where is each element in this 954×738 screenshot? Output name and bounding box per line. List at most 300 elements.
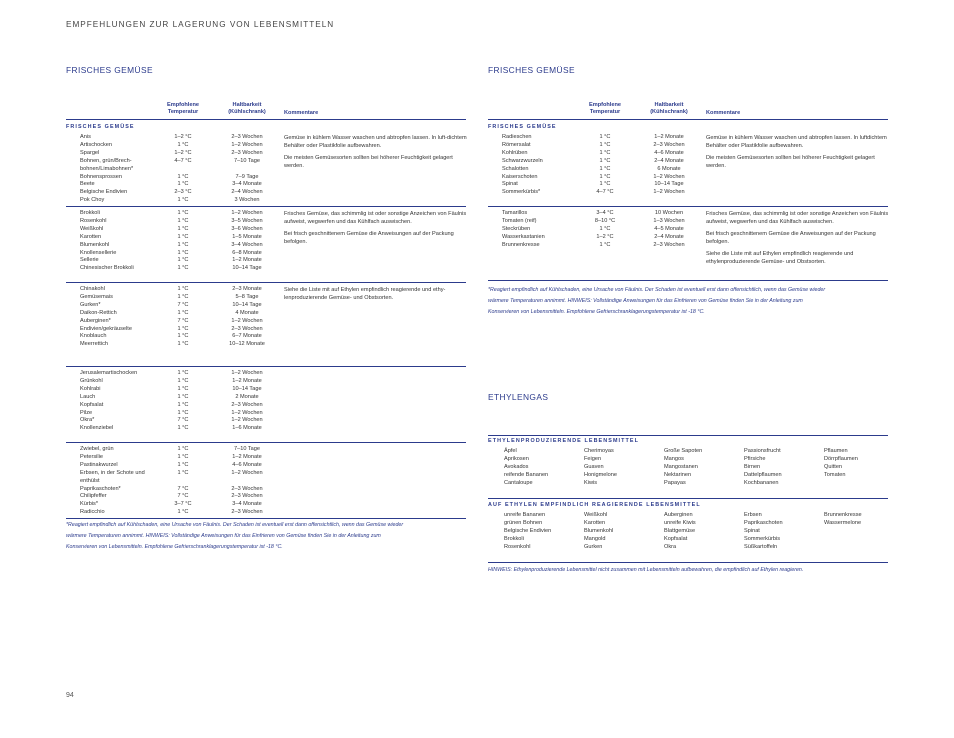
vegetable-name: Belgische Endivien — [80, 189, 128, 196]
vegetable-name: Bohnensprossen — [80, 173, 122, 180]
temperature-value: 7 °C — [177, 485, 189, 492]
shelf-life-value: 1–3 Wochen — [653, 217, 685, 224]
ethylene-item: Mangold — [584, 535, 606, 542]
table-row — [66, 378, 466, 386]
shelf-life-value: 5–8 Tage — [235, 293, 259, 300]
right-group-label: FRISCHES GEMÜSE — [488, 124, 557, 130]
vegetable-name: Knollensellerie — [80, 249, 117, 256]
group-divider — [488, 280, 888, 281]
vegetable-name: Schwarzwurzeln — [502, 157, 543, 164]
vegetable-name: Tamarillos — [502, 210, 528, 216]
temperature-value: 1 °C — [177, 509, 189, 516]
comment-text: Gemüse in kühlem Wasser waschen und abtropfen lassen. In luft-dichtem Behälter oder Plastikfolie aufbewahren. — [284, 135, 467, 149]
shelf-life-value: 2–3 Wochen — [231, 493, 263, 500]
shelf-life-value: 1–2 Monate — [232, 453, 262, 460]
comment-text: Frisches Gemüse, das schimmlig ist oder sonstige Anzeichen von Fäulnis aufweist, wegwerfen und das Kühlfach auswischen. — [706, 211, 889, 225]
table-row — [66, 454, 466, 462]
ethylene-item: unreife Bananen — [504, 512, 546, 518]
table-row — [488, 174, 888, 182]
table-row — [66, 174, 466, 182]
temperature-value: 1 °C — [177, 257, 189, 264]
footnote-line: Konservieren von Lebensmitteln. Empfohlene Gefrierschranklagerungstemperatur ist -18 °C. — [66, 544, 283, 550]
vegetable-name: Kaiserschoten — [502, 173, 538, 180]
shelf-life-value: 1–2 Wochen — [231, 210, 263, 216]
vegetable-name: Zwiebel, grün — [80, 446, 114, 452]
ethylene-column — [664, 448, 702, 488]
col-temp-line1: Empfohlene — [166, 102, 199, 108]
shelf-life-value: 7–9 Tage — [235, 173, 259, 180]
temperature-value: 1 °C — [177, 233, 189, 240]
ethylene-item: Avokados — [504, 463, 529, 470]
temperature-value: 1 °C — [599, 225, 611, 232]
temperature-value: 1 °C — [177, 453, 189, 460]
ethylene-column — [744, 448, 782, 488]
temperature-value: 1 °C — [177, 210, 189, 216]
table-row — [66, 470, 466, 478]
temperature-value: 1 °C — [599, 157, 611, 164]
comment-block — [284, 210, 469, 250]
vegetable-name: Rosenkohl — [80, 217, 107, 224]
temperature-value: 8–10 °C — [594, 217, 616, 224]
left-section-title: FRISCHES GEMÜSE — [66, 65, 153, 75]
ethylene-item: Spinat — [744, 527, 760, 534]
table-row — [66, 394, 466, 402]
ethylene-item: Äpfel — [504, 448, 517, 454]
temperature-value: 1 °C — [599, 165, 611, 172]
comment-block — [706, 210, 891, 270]
shelf-life-value: 1–2 Wochen — [231, 409, 263, 416]
shelf-life-value: 3–4 Monate — [232, 181, 262, 188]
vegetable-name: Radicchio — [80, 509, 105, 516]
ethylene-item: Kiwis — [584, 479, 598, 486]
ethylene-item: Gurken — [584, 543, 603, 550]
temperature-value: 1 °C — [177, 425, 189, 432]
temperature-value: 1 °C — [177, 249, 189, 256]
vegetable-name: bohnen/Limabohnen* — [80, 165, 134, 172]
ethylene-item: Cantaloupe — [504, 479, 533, 486]
col-temp-line2: Temperatur — [589, 109, 621, 115]
shelf-life-value: 1–2 Wochen — [231, 417, 263, 424]
shelf-life-value: 2–4 Monate — [654, 157, 684, 164]
shelf-life-value: 3–5 Wochen — [231, 217, 263, 224]
ethylene-column — [584, 448, 617, 488]
table-row — [66, 501, 466, 509]
temperature-value: 1 °C — [177, 370, 189, 376]
vegetable-name: Meerrettich — [80, 341, 108, 348]
ethylene-column — [664, 512, 696, 552]
ethylene-item: Papayas — [664, 479, 686, 486]
temperature-value: 1 °C — [177, 401, 189, 408]
ethylene-item: Honigmelone — [584, 471, 617, 478]
table-row — [66, 333, 466, 341]
shelf-life-value: 1–5 Monate — [232, 233, 262, 240]
shelf-life-value: 7–10 Tage — [233, 446, 261, 452]
ethylene-item: unreife Kiwis — [664, 519, 696, 526]
temperature-value: 1 °C — [177, 409, 189, 416]
temperature-value: 1 °C — [177, 197, 189, 204]
temperature-value: 1 °C — [177, 293, 189, 300]
shelf-life-value: 4 Monate — [235, 309, 259, 316]
ethylene-column — [744, 512, 783, 552]
shelf-life-value: 2–3 Wochen — [231, 485, 263, 492]
ethylene-item: Okra — [664, 543, 677, 550]
shelf-life-value: 1–2 Wochen — [231, 317, 263, 324]
ethylene-item: grünen Bohnen — [504, 519, 543, 526]
ethylene-item: Kopfsalat — [664, 535, 688, 542]
ethylene-bottom-rule — [488, 562, 888, 563]
ethylene-column — [584, 512, 613, 552]
right-col-temp-header — [580, 102, 630, 116]
left-col-comment-header: Kommentare — [284, 110, 319, 116]
shelf-life-value: 1–2 Wochen — [653, 189, 685, 196]
table-row — [66, 370, 466, 378]
shelf-life-value: 10–14 Tage — [232, 265, 262, 272]
vegetable-name: Schalotten — [502, 165, 529, 172]
comment-block — [706, 134, 891, 174]
vegetable-name: Beete — [80, 181, 95, 188]
vegetable-name: Gurken* — [80, 301, 101, 308]
table-row — [66, 257, 466, 265]
ethylene-item: Brokkoli — [504, 535, 524, 542]
shelf-life-value: 2–3 Wochen — [231, 149, 263, 156]
comment-text: Gemüse in kühlem Wasser waschen und abtropfen lassen. In luftdichtem Behälter oder Plastikfolie aufbewahren. — [706, 135, 887, 149]
temperature-value: 7 °C — [177, 317, 189, 324]
temperature-value: 1 °C — [177, 461, 189, 468]
right-footnote — [488, 285, 908, 318]
ethylene-item: Auberginen — [664, 512, 693, 518]
vegetable-name: Endivien/gekräuselte — [80, 325, 132, 332]
shelf-life-value: 3 Wochen — [234, 197, 260, 204]
table-row — [66, 493, 466, 501]
ethylene-item: Mangos — [664, 455, 684, 462]
vegetable-name: Brokkoli — [80, 210, 100, 216]
shelf-life-value: 1–2 Monate — [232, 377, 262, 384]
vegetable-name: Römersalat — [502, 141, 531, 148]
shelf-life-value: 3–6 Wochen — [231, 225, 263, 232]
ethylene-item: Wassermelone — [824, 519, 862, 526]
vegetable-name: Jerusalemartischocken — [80, 370, 138, 376]
comment-text: Bei frisch geschnittenem Gemüse die Anweisungen auf der Packung befolgen. — [706, 231, 876, 245]
ethylene-item: Blumenkohl — [584, 527, 614, 534]
page-number: 94 — [66, 692, 74, 699]
vegetable-name: Bohnen, grün/Brech- — [80, 157, 132, 164]
temperature-value: 1 °C — [599, 134, 611, 140]
ethylene-note: HINWEIS: Ethylenproduzierende Lebensmittel nicht zusammen mit Lebensmitteln aufbewahren, die empfindlich auf Ethylen reagieren. — [488, 567, 804, 573]
table-row — [66, 197, 466, 205]
temperature-value: 1 °C — [177, 446, 189, 452]
comment-text: Bei frisch geschnittenem Gemüse die Anweisungen auf der Packung befolgen. — [284, 231, 454, 245]
vegetable-name: Artischocken — [80, 141, 113, 148]
ethylene-item: Sommerkürbis — [744, 535, 781, 542]
group-divider — [488, 206, 888, 207]
ethylene-item: Passionsfrucht — [744, 448, 781, 454]
comment-text: Siehe die Liste mit auf Ethylen empfindlich reagierende und ethy-lenproduzierende Gemüse- und Obstsorten. — [284, 287, 446, 301]
ethylene-item: Tomaten — [824, 471, 846, 478]
ethylene-item: Aprikosen — [504, 455, 529, 462]
vegetable-name: Knoblauch — [80, 333, 107, 340]
vegetable-name: Steckrüben — [502, 225, 531, 232]
vegetable-name: Petersilie — [80, 453, 104, 460]
ethylene-producing-rule — [488, 435, 888, 436]
table-row — [66, 478, 466, 486]
temperature-value: 1 °C — [177, 173, 189, 180]
ethylene-item: Brunnenkresse — [824, 512, 862, 518]
left-col-temp-header — [158, 102, 208, 116]
shelf-life-value: 2–3 Monate — [232, 286, 262, 292]
ethylene-item: Guaven — [584, 463, 604, 470]
right-header-rule — [488, 119, 888, 120]
vegetable-name: Grünkohl — [80, 377, 103, 384]
table-row — [488, 189, 888, 197]
shelf-life-value: 2–4 Monate — [654, 233, 684, 240]
temperature-value: 1 °C — [599, 241, 611, 248]
vegetable-name: Tomaten (reif) — [502, 217, 537, 224]
shelf-life-value: 2–3 Wochen — [231, 509, 263, 516]
comment-text: Frisches Gemüse, das schimmlig ist oder sonstige Anzeichen von Fäulnis aufweist, wegwerfen und das Kühlfach auswischen. — [284, 211, 467, 225]
vegetable-name: Chilipfeffer — [80, 493, 107, 500]
ethylene-item: Belgische Endivien — [504, 527, 552, 534]
ethylene-column — [504, 448, 548, 488]
vegetable-name: Kürbis* — [80, 501, 99, 508]
shelf-life-value: 2–3 Wochen — [231, 401, 263, 408]
temperature-value: 1 °C — [177, 265, 189, 272]
ethylene-item: Kochbananen — [744, 479, 779, 486]
vegetable-name: Pok Choy — [80, 197, 105, 204]
ethylene-item: reifende Bananen — [504, 471, 549, 478]
ethylene-item: Erbsen — [744, 512, 762, 518]
table-row — [66, 265, 466, 273]
table-row — [66, 310, 466, 318]
table-row — [66, 341, 466, 349]
temperature-value: 7 °C — [177, 301, 189, 308]
temperature-value: 1 °C — [599, 173, 611, 180]
shelf-life-value: 1–2 Monate — [232, 257, 262, 264]
col-hold-line1: Haltbarkeit — [232, 102, 262, 108]
col-hold-line1: Haltbarkeit — [654, 102, 684, 108]
ethylene-sensitive-label: AUF ETHYLEN EMPFINDLICH REAGIERENDE LEBENSMITTEL — [488, 502, 701, 508]
right-col-comment-header: Kommentare — [706, 110, 741, 116]
comment-block — [284, 286, 469, 306]
shelf-life-value: 2–3 Wochen — [231, 134, 263, 140]
col-temp-line2: Temperatur — [167, 109, 199, 115]
temperature-value: 3–4 °C — [596, 210, 614, 216]
table-row — [66, 386, 466, 394]
ethylene-item: Große Sapoten — [664, 448, 703, 454]
shelf-life-value: 4–6 Monate — [232, 461, 262, 468]
ethylene-item: Feigen — [584, 455, 602, 462]
left-group-label: FRISCHES GEMÜSE — [66, 124, 135, 130]
ethylene-item: Blattgemüse — [664, 527, 696, 534]
vegetable-name: Spinat — [502, 181, 518, 188]
temperature-value: 7 °C — [177, 493, 189, 500]
shelf-life-value: 2–3 Wochen — [231, 325, 263, 332]
table-row — [488, 181, 888, 189]
shelf-life-value: 2–3 Wochen — [653, 141, 685, 148]
vegetable-name: Pilze — [80, 409, 93, 416]
ethylene-item: Pflaumen — [824, 448, 848, 454]
shelf-life-value: 1–2 Wochen — [653, 173, 685, 180]
table-row — [66, 417, 466, 425]
temperature-value: 1 °C — [177, 341, 189, 348]
temperature-value: 1–2 °C — [174, 149, 192, 156]
footnote-line: *Reagiert empfindlich auf Kühlschaden, eine Ursache von Fäulnis. Der Schaden ist eventuell erst dann offensichtlich, wenn das Gemüse wieder — [488, 287, 826, 293]
shelf-life-value: 4–5 Monate — [654, 225, 684, 232]
temperature-value: 1 °C — [177, 286, 189, 292]
vegetable-name: Okra* — [80, 417, 95, 424]
table-row — [66, 509, 466, 517]
shelf-life-value: 1–6 Monate — [232, 425, 262, 432]
vegetable-name: enthülst — [80, 477, 100, 484]
vegetable-name: Chinakohl — [80, 286, 105, 292]
group-divider — [66, 442, 466, 443]
vegetable-name: Daikon-Rettich — [80, 309, 117, 316]
ethylene-item: Dörrpflaumen — [824, 455, 858, 462]
table-row — [66, 486, 466, 494]
shelf-life-value: 2–4 Wochen — [231, 189, 263, 196]
shelf-life-value: 3–4 Wochen — [231, 241, 263, 248]
shelf-life-value: 10–14 Tage — [232, 301, 262, 308]
shelf-life-value: 4–6 Monate — [654, 149, 684, 156]
shelf-life-value: 10–12 Monate — [229, 341, 265, 348]
temperature-value: 1 °C — [177, 333, 189, 340]
shelf-life-value: 1–2 Monate — [654, 134, 684, 140]
shelf-life-value: 7–10 Tage — [233, 157, 261, 164]
ethylene-title: ETHYLENGAS — [488, 392, 549, 402]
ethylene-item: Rosenkohl — [504, 543, 531, 550]
comment-text: Die meisten Gemüsesorten sollten bei höherer Feuchtigkeit gelagert werden. — [284, 155, 453, 169]
table-row — [66, 402, 466, 410]
temperature-value: 1 °C — [599, 181, 611, 188]
vegetable-name: Blumenkohl — [80, 241, 110, 248]
temperature-value: 2–3 °C — [174, 189, 192, 196]
footnote-line: *Reagiert empfindlich auf Kühlschaden, eine Ursache von Fäulnis. Der Schaden ist eventuell erst dann offensichtlich, wenn das Gemüse wieder — [66, 522, 404, 528]
footnote-line: wärmere Temperaturen annimmt. HINWEIS: Vollständige Anweisungen für das Einfrieren von Gemüse finden Sie in der Anleitung zum — [66, 533, 381, 539]
shelf-life-value: 3–4 Monate — [232, 501, 262, 508]
left-header-rule — [66, 119, 466, 120]
vegetable-name: Auberginen* — [80, 317, 111, 324]
shelf-life-value: 6–7 Monate — [232, 333, 262, 340]
temperature-value: 1 °C — [177, 393, 189, 400]
page-header: EMPFEHLUNGEN ZUR LAGERUNG VON LEBENSMITTELN — [66, 20, 335, 29]
ethylene-column — [504, 512, 551, 552]
table-row — [66, 189, 466, 197]
comment-block — [284, 134, 469, 174]
vegetable-name: Radieschen — [502, 134, 532, 140]
vegetable-name: Lauch — [80, 393, 96, 400]
vegetable-name: Weißkohl — [80, 225, 104, 232]
shelf-life-value: 1–2 Wochen — [231, 370, 263, 376]
vegetable-name: Knollenziebel — [80, 425, 114, 432]
shelf-life-value: 10–14 Tage — [654, 181, 684, 188]
group-divider — [66, 206, 466, 207]
table-row — [66, 462, 466, 470]
temperature-value: 1–2 °C — [596, 233, 614, 240]
vegetable-name: Wasserkastanien — [502, 233, 545, 240]
shelf-life-value: 1–2 Wochen — [231, 141, 263, 148]
col-hold-line2: (Kühlschrank) — [228, 109, 266, 115]
vegetable-name: Sellerie — [80, 257, 99, 264]
shelf-life-value: 2 Monate — [235, 393, 259, 400]
ethylene-item: Mangostanen — [664, 463, 698, 470]
table-row — [66, 446, 466, 454]
ethylene-item: Quitten — [824, 463, 843, 470]
table-row — [66, 410, 466, 418]
vegetable-name: Pastinakwurzel — [80, 461, 118, 468]
temperature-value: 1 °C — [177, 325, 189, 332]
vegetable-name: Erbsen, in der Schote und — [80, 469, 145, 476]
temperature-value: 1 °C — [177, 241, 189, 248]
temperature-value: 1 °C — [177, 377, 189, 384]
ethylene-item: Dattelpflaumen — [744, 471, 782, 478]
temperature-value: 1 °C — [177, 217, 189, 224]
temperature-value: 1 °C — [177, 309, 189, 316]
ethylene-item: Nektarinen — [664, 471, 692, 478]
temperature-value: 1 °C — [177, 385, 189, 392]
temperature-value: 1 °C — [599, 149, 611, 156]
vegetable-name: Karotten — [80, 233, 102, 240]
group-divider — [66, 282, 466, 283]
ethylene-producing-label: ETHYLENPRODUZIERENDE LEBENSMITTEL — [488, 438, 640, 444]
shelf-life-value: 1–2 Wochen — [231, 469, 263, 476]
vegetable-name: Kohlrabi — [80, 385, 101, 392]
left-footnote — [66, 520, 476, 553]
vegetable-name: Brunnenkresse — [502, 241, 540, 248]
temperature-value: 1 °C — [177, 469, 189, 476]
vegetable-name: Chinesischer Brokkoli — [80, 265, 134, 272]
comment-text: Siehe die Liste mit auf Ethylen empfindlich reagierende und ethylenproduzierende Gemüse- und Obstsorten. — [706, 251, 854, 265]
shelf-life-value: 6–8 Monate — [232, 249, 262, 256]
col-temp-line1: Empfohlene — [588, 102, 621, 108]
ethylene-sensitive-rule — [488, 498, 888, 499]
ethylene-item: Paprikaschoten — [744, 519, 783, 526]
temperature-value: 4–7 °C — [174, 157, 192, 164]
ethylene-item: Karotten — [584, 519, 606, 526]
ethylene-item: Cherimoyas — [584, 448, 614, 454]
vegetable-name: Spargel — [80, 149, 100, 156]
temperature-value: 1–2 °C — [174, 134, 192, 140]
temperature-value: 1 °C — [177, 225, 189, 232]
shelf-life-value: 10 Wochen — [654, 210, 684, 216]
col-hold-line2: (Kühlschrank) — [650, 109, 688, 115]
temperature-value: 1 °C — [599, 141, 611, 148]
table-row — [66, 326, 466, 334]
vegetable-name: Kohlrüben — [502, 149, 528, 156]
left-table-bottom-rule — [66, 518, 466, 519]
footnote-line: Konservieren von Lebensmitteln. Empfohlene Gefrierschranklagerungstemperatur ist -18 °C. — [488, 309, 705, 315]
ethylene-column — [824, 512, 862, 528]
right-section-title: FRISCHES GEMÜSE — [488, 65, 575, 75]
right-col-hold-header — [644, 102, 694, 116]
vegetable-name: Anis — [80, 134, 91, 140]
ethylene-item: Weißkohl — [584, 512, 608, 518]
group-divider — [66, 366, 466, 367]
left-col-hold-header — [222, 102, 272, 116]
table-row — [66, 318, 466, 326]
vegetable-name: Kopfsalat — [80, 401, 104, 408]
footnote-line: wärmere Temperaturen annimmt. HINWEIS: Vollständige Anweisungen für das Einfrieren von Gemüse finden Sie in der Anleitung zum — [488, 298, 803, 304]
table-row — [66, 181, 466, 189]
shelf-life-value: 2–3 Wochen — [653, 241, 685, 248]
temperature-value: 4–7 °C — [596, 189, 614, 196]
shelf-life-value: 10–14 Tage — [232, 385, 262, 392]
table-row — [66, 250, 466, 258]
vegetable-name: Paprikaschoten* — [80, 485, 121, 492]
vegetable-name: Sommerkürbis* — [502, 189, 541, 196]
temperature-value: 3–7 °C — [174, 501, 192, 508]
table-row — [66, 425, 466, 433]
temperature-value: 7 °C — [177, 417, 189, 424]
temperature-value: 1 °C — [177, 141, 189, 148]
